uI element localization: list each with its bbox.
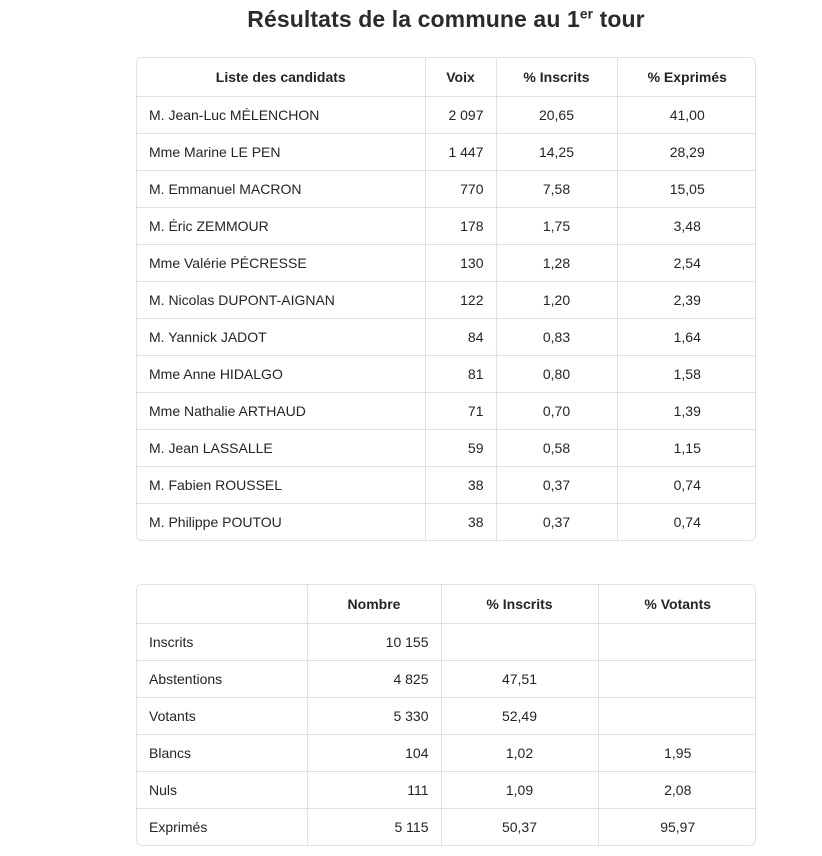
participation-table (137, 585, 756, 845)
cell-name: Mme Anne HIDALGO (137, 355, 425, 392)
table-row (137, 355, 756, 392)
table-row (137, 429, 756, 466)
cell-pct-exprimes: 0,74 (617, 503, 756, 540)
cell-pct-inscrits: 52,49 (441, 697, 598, 734)
cell-label: Blancs (137, 734, 307, 771)
cell-name: M. Emmanuel MACRON (137, 170, 425, 207)
cell-pct-votants (598, 623, 756, 660)
table-row (137, 503, 756, 540)
cell-pct-inscrits: 0,80 (496, 355, 617, 392)
cell-pct-votants (598, 697, 756, 734)
cell-nombre: 5 115 (307, 808, 441, 845)
cell-pct-inscrits: 1,09 (441, 771, 598, 808)
cell-pct-exprimes: 2,39 (617, 281, 756, 318)
table-row (137, 623, 756, 660)
cell-voix: 38 (425, 466, 496, 503)
cell-pct-inscrits: 50,37 (441, 808, 598, 845)
results-table (137, 58, 756, 540)
cell-nombre: 10 155 (307, 623, 441, 660)
column-header-pct-votants: % Votants (598, 585, 756, 623)
cell-voix: 122 (425, 281, 496, 318)
cell-pct-exprimes: 28,29 (617, 133, 756, 170)
cell-pct-exprimes: 1,39 (617, 392, 756, 429)
results-table-body (137, 96, 756, 540)
cell-pct-inscrits: 1,28 (496, 244, 617, 281)
cell-pct-inscrits: 0,70 (496, 392, 617, 429)
cell-pct-votants: 95,97 (598, 808, 756, 845)
cell-pct-exprimes: 0,74 (617, 466, 756, 503)
table-row (137, 734, 756, 771)
cell-voix: 59 (425, 429, 496, 466)
cell-pct-exprimes: 1,64 (617, 318, 756, 355)
cell-pct-votants: 2,08 (598, 771, 756, 808)
page-title (136, 6, 756, 32)
cell-name: M. Nicolas DUPONT-AIGNAN (137, 281, 425, 318)
cell-name: M. Fabien ROUSSEL (137, 466, 425, 503)
cell-pct-exprimes: 1,58 (617, 355, 756, 392)
column-header-nombre: Nombre (307, 585, 441, 623)
cell-nombre: 111 (307, 771, 441, 808)
table-row (137, 207, 756, 244)
cell-pct-inscrits: 0,83 (496, 318, 617, 355)
cell-name: Mme Nathalie ARTHAUD (137, 392, 425, 429)
cell-pct-exprimes: 1,15 (617, 429, 756, 466)
column-header-voix: Voix (425, 58, 496, 96)
table-row (137, 466, 756, 503)
tables-spacer (136, 541, 756, 584)
column-header-pct-inscrits: % Inscrits (496, 58, 617, 96)
cell-pct-inscrits: 47,51 (441, 660, 598, 697)
cell-nombre: 5 330 (307, 697, 441, 734)
table-row (137, 281, 756, 318)
header-row (137, 585, 756, 623)
header-row (137, 58, 756, 96)
cell-voix: 130 (425, 244, 496, 281)
cell-pct-inscrits: 20,65 (496, 96, 617, 133)
cell-pct-votants: 1,95 (598, 734, 756, 771)
table-row (137, 170, 756, 207)
cell-pct-inscrits: 0,37 (496, 503, 617, 540)
cell-pct-exprimes: 2,54 (617, 244, 756, 281)
cell-name: M. Philippe POUTOU (137, 503, 425, 540)
column-header-pct-inscrits: % Inscrits (441, 585, 598, 623)
cell-name: Mme Marine LE PEN (137, 133, 425, 170)
cell-label: Inscrits (137, 623, 307, 660)
cell-pct-inscrits: 1,02 (441, 734, 598, 771)
table-row (137, 808, 756, 845)
cell-name: M. Jean LASSALLE (137, 429, 425, 466)
table-row (137, 96, 756, 133)
cell-nombre: 4 825 (307, 660, 441, 697)
cell-voix: 81 (425, 355, 496, 392)
cell-label: Nuls (137, 771, 307, 808)
cell-label: Exprimés (137, 808, 307, 845)
cell-pct-inscrits (441, 623, 598, 660)
cell-pct-inscrits: 1,20 (496, 281, 617, 318)
cell-pct-inscrits: 7,58 (496, 170, 617, 207)
table-row (137, 133, 756, 170)
cell-pct-inscrits: 0,58 (496, 429, 617, 466)
results-table-header (137, 58, 756, 96)
cell-pct-exprimes: 3,48 (617, 207, 756, 244)
page-title-superscript: er (579, 6, 594, 22)
cell-name: M. Éric ZEMMOUR (137, 207, 425, 244)
cell-pct-inscrits: 14,25 (496, 133, 617, 170)
cell-nombre: 104 (307, 734, 441, 771)
cell-label: Votants (137, 697, 307, 734)
cell-pct-exprimes: 15,05 (617, 170, 756, 207)
cell-name: M. Jean-Luc MÉLENCHON (137, 96, 425, 133)
cell-pct-exprimes: 41,00 (617, 96, 756, 133)
table-row (137, 318, 756, 355)
table-row (137, 660, 756, 697)
column-header-empty (137, 585, 307, 623)
participation-table-card (136, 584, 756, 846)
cell-voix: 178 (425, 207, 496, 244)
cell-voix: 770 (425, 170, 496, 207)
column-header-candidats: Liste des candidats (137, 58, 425, 96)
cell-pct-votants (598, 660, 756, 697)
table-row (137, 697, 756, 734)
cell-voix: 38 (425, 503, 496, 540)
cell-pct-inscrits: 1,75 (496, 207, 617, 244)
cell-voix: 84 (425, 318, 496, 355)
cell-name: Mme Valérie PÉCRESSE (137, 244, 425, 281)
page-title-suffix: tour (593, 6, 645, 32)
cell-pct-inscrits: 0,37 (496, 466, 617, 503)
page-title-text: Résultats de la commune au 1 (247, 6, 580, 32)
cell-voix: 71 (425, 392, 496, 429)
participation-table-header (137, 585, 756, 623)
cell-name: M. Yannick JADOT (137, 318, 425, 355)
cell-label: Abstentions (137, 660, 307, 697)
participation-table-body (137, 623, 756, 845)
table-row (137, 244, 756, 281)
cell-voix: 2 097 (425, 96, 496, 133)
results-content (136, 0, 756, 846)
table-row (137, 771, 756, 808)
results-table-card (136, 57, 756, 541)
column-header-pct-exprimes: % Exprimés (617, 58, 756, 96)
cell-voix: 1 447 (425, 133, 496, 170)
table-row (137, 392, 756, 429)
